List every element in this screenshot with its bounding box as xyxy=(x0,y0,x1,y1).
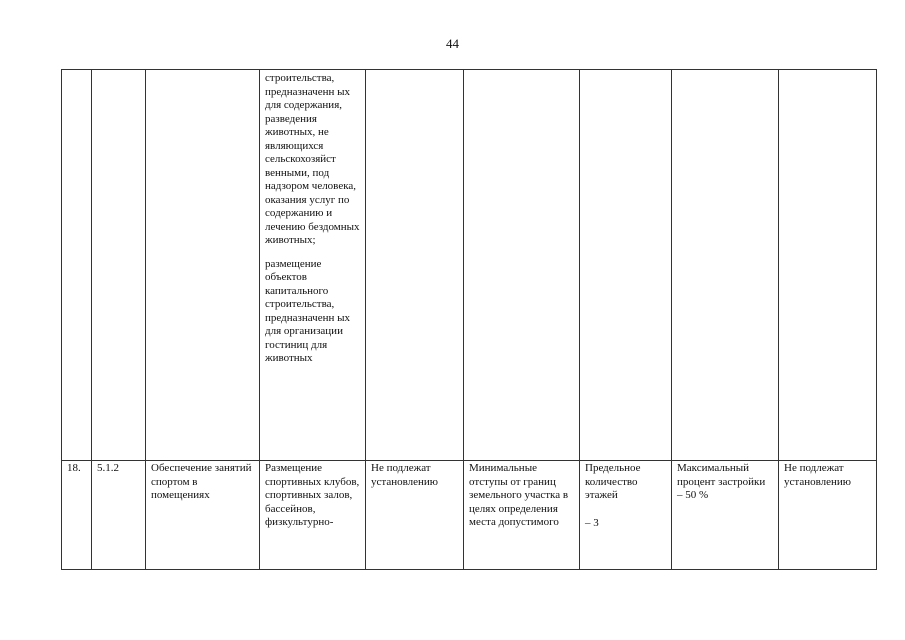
cell-setbacks: Минимальные отступы от границ земельного участка в целях определения места допустимого xyxy=(464,461,580,570)
cell-other xyxy=(779,70,877,461)
cell-max-coverage: Максимальный процент застройки – 50 % xyxy=(672,461,779,570)
cell-floors xyxy=(580,461,672,570)
description-paragraph: строительства, предназначенн ых для содержания, разведения животных, не являющихся сельскохозяйст венными, под надзором человека, оказания услуг по содержанию и лечению бездомных животных; xyxy=(265,72,360,246)
cell-setbacks xyxy=(464,70,580,461)
cell-min-area: Не подлежат установлению xyxy=(366,461,464,570)
cell-other: Не подлежат установлению xyxy=(779,461,877,570)
page-number: 44 xyxy=(446,36,459,51)
cell-name xyxy=(146,70,260,461)
cell-floors xyxy=(580,70,672,461)
cell-code xyxy=(92,70,146,461)
cell-number: 18. xyxy=(62,461,92,570)
table-row-continuation xyxy=(62,70,877,461)
cell-number xyxy=(62,70,92,461)
regulations-table xyxy=(61,69,877,570)
cell-name: Обеспечение занятий спортом в помещениях xyxy=(146,461,260,570)
floors-label: Предельное количество этажей xyxy=(585,462,641,501)
description-paragraph: размещение объектов капитального строительства, предназначенн ых для организации гостиниц для животных xyxy=(265,257,350,364)
floors-value: – 3 xyxy=(585,516,599,529)
cell-code: 5.1.2 xyxy=(92,461,146,570)
cell-max-coverage xyxy=(672,70,779,461)
cell-description: Размещение спортивных клубов, спортивных залов, бассейнов, физкультурно- xyxy=(260,461,366,570)
table-row-18 xyxy=(62,461,877,570)
cell-min-area xyxy=(366,70,464,461)
cell-description xyxy=(260,70,366,461)
